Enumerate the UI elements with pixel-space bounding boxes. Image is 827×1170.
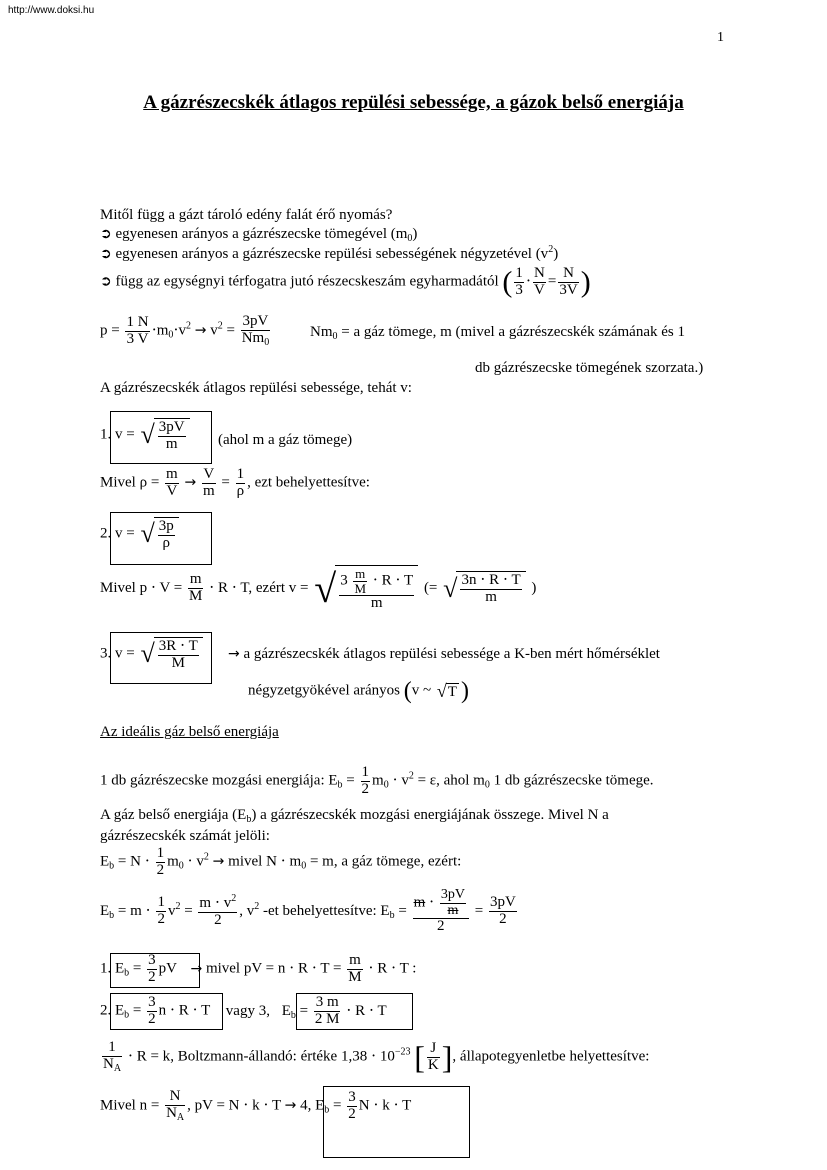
formula-1-label: 1. [100,426,112,443]
source-url[interactable]: http://www.doksi.hu [8,5,95,16]
bullet-2 [100,245,558,262]
arrow-bullet-icon: ➲ [100,246,112,262]
arrow-bullet-icon: ➲ [100,273,112,290]
formula-3: 3. v = √ $\frac{3R \cdot T}{M}$ [100,637,205,672]
page-number: 1 [717,30,724,45]
bullet-3: ➲ függ az egységnyi térfogatra jutó részecskeszám egyharmadától ( $\frac{1}{3}$ ⋅ $\frac{N}{V}$ = $\frac{N}{3V}$ ) [100,265,591,299]
arrow-right-icon: → [284,1097,297,1114]
page-title: A gázrészecskék átlagos repülési sebessége, a gázok belső energiája [143,92,684,113]
bullet-2-sup: 2 [548,244,554,255]
arrow-right-icon: → [190,960,203,977]
p-eq-label: p = [100,322,120,339]
bullet-2-text: egyenesen arányos a gázrészecske repülési sebességének négyzetével (v [115,246,549,262]
internal-energy-paragraph: A gáz belső energiája $(E_b)$ a gázrészecskék mozgási energiájának összege. Mivel N a gázrészecskék számát jelöli: [100,807,609,844]
rho-equation: Mivel ρ = $\frac{m}{V}$ → $\frac{V}{m}$ = $\frac{1}{\rho}$ , ezt behelyettesítve: [100,466,370,499]
bullet-3-text: függ az egységnyi térfogatra jutó részecskeszám egyharmadától [115,273,499,290]
pv-equation: Mivel p ⋅ V = $\frac{m}{M}$ ⋅ R ⋅ T, ezért v = √ 3 $\frac{m}{M}$ ⋅ R ⋅ T m (= √ $\frac{3n \cdot R \cdot T}{m}$ ) [100,565,537,612]
bullet-1-close: ) [412,226,418,242]
bullet-1 [100,227,417,244]
bullet-1-text: egyenesen arányos a gázrészecske tömegével (m [115,226,408,242]
formula-2-label: 2. [100,525,112,542]
nm0-description-line2: db gázrészecske tömegének szorzata.) [475,360,704,376]
formula-2: 2. v = √ $\frac{3p}{\rho}$ [100,517,181,552]
formula-3-text2: négyzetgyökével arányos (v ~ √ T ) [248,678,469,704]
boltzmann-line: $\frac{1}{N_A}$ ⋅ R = k, Boltzmann-állandó: értéke $1,38 \cdot 10^{-23}$ [ $\frac{J}{K}$ ], állapotegyenletbe helyettesítve: [103,1039,650,1076]
speed-intro: A gázrészecskék átlagos repülési sebessége, tehát v: [100,380,412,396]
arrow-right-icon: → [184,474,197,491]
intro-question: Mitől függ a gázt tároló edény falát érő nyomás? [100,207,393,223]
bullet-1-sub: 0 [407,233,413,244]
kinetic-energy-line: 1 db gázrészecske mozgási energiája: $E_b$ = $\frac{1}{2}$ $m_0 \cdot v^2 = \varepsilon$, ahol $m_0$ 1 db gázrészecske tömege. [100,764,654,797]
eb-formula-1: 1. $E_b$ = $\frac{3}{2}$ pV → mivel pV = n ⋅ R ⋅ T = $\frac{m}{M}$ ⋅ R ⋅ T : [100,952,417,985]
eb-formula-2-3: 2. $E_b$ = $\frac{3}{2}$ n ⋅ R ⋅ T vagy 3, $E_b$ = $\frac{3 m}{2 M}$ ⋅ R ⋅ T [100,994,387,1027]
last-line: Mivel n = $\frac{N}{N_A}$ , pV = N ⋅ k ⋅ T → 4, $E_b$ = $\frac{3}{2}$ N ⋅ k ⋅ T [100,1088,412,1123]
formula-3-label: 3. [100,645,112,662]
bullet-2-close: ) [553,246,559,262]
eb-substitution: $E_b = m$ ⋅ $\frac{1}{2}$ $v^2$ = $\frac{m \cdot v^2}{2}$ , $v^2$ -et behelyettesítve: $E_b$ = m ⋅ $\frac{3pV}{m}$ 2 = $\frac{3pV}{2}$ [100,887,516,935]
formula-1-note: (ahol m a gáz tömege) [218,432,353,448]
arrow-right-icon: → [228,646,240,662]
nm0-description: $Nm_0 = a$ gáz tömege, m (mivel a gázrészecskék számának és 1 [310,324,685,342]
formula-3-text: → a gázrészecskék átlagos repülési sebessége a K-ben mért hőmérséklet [228,646,660,662]
section-heading: Az ideális gáz belső energiája [100,724,279,740]
eb-sum-equation: $E_b = N$ ⋅ $\frac{1}{2}$ $m_0 \cdot v^2$ → mivel $N \cdot m_0 = m$, a gáz tömege, ezért: [100,845,462,878]
formula-1: 1. v = √ $\frac{3pV}{m}$ [100,418,192,453]
arrow-bullet-icon: ➲ [100,226,112,242]
arrow-right-icon: → [194,322,207,339]
arrow-right-icon: → [212,853,225,870]
pressure-equation: p = $\frac{1 N}{3 V}$ $\cdot m_0\cdot v^2 \to v^2$ = $\frac{3pV}{Nm_0}$ [100,313,270,348]
